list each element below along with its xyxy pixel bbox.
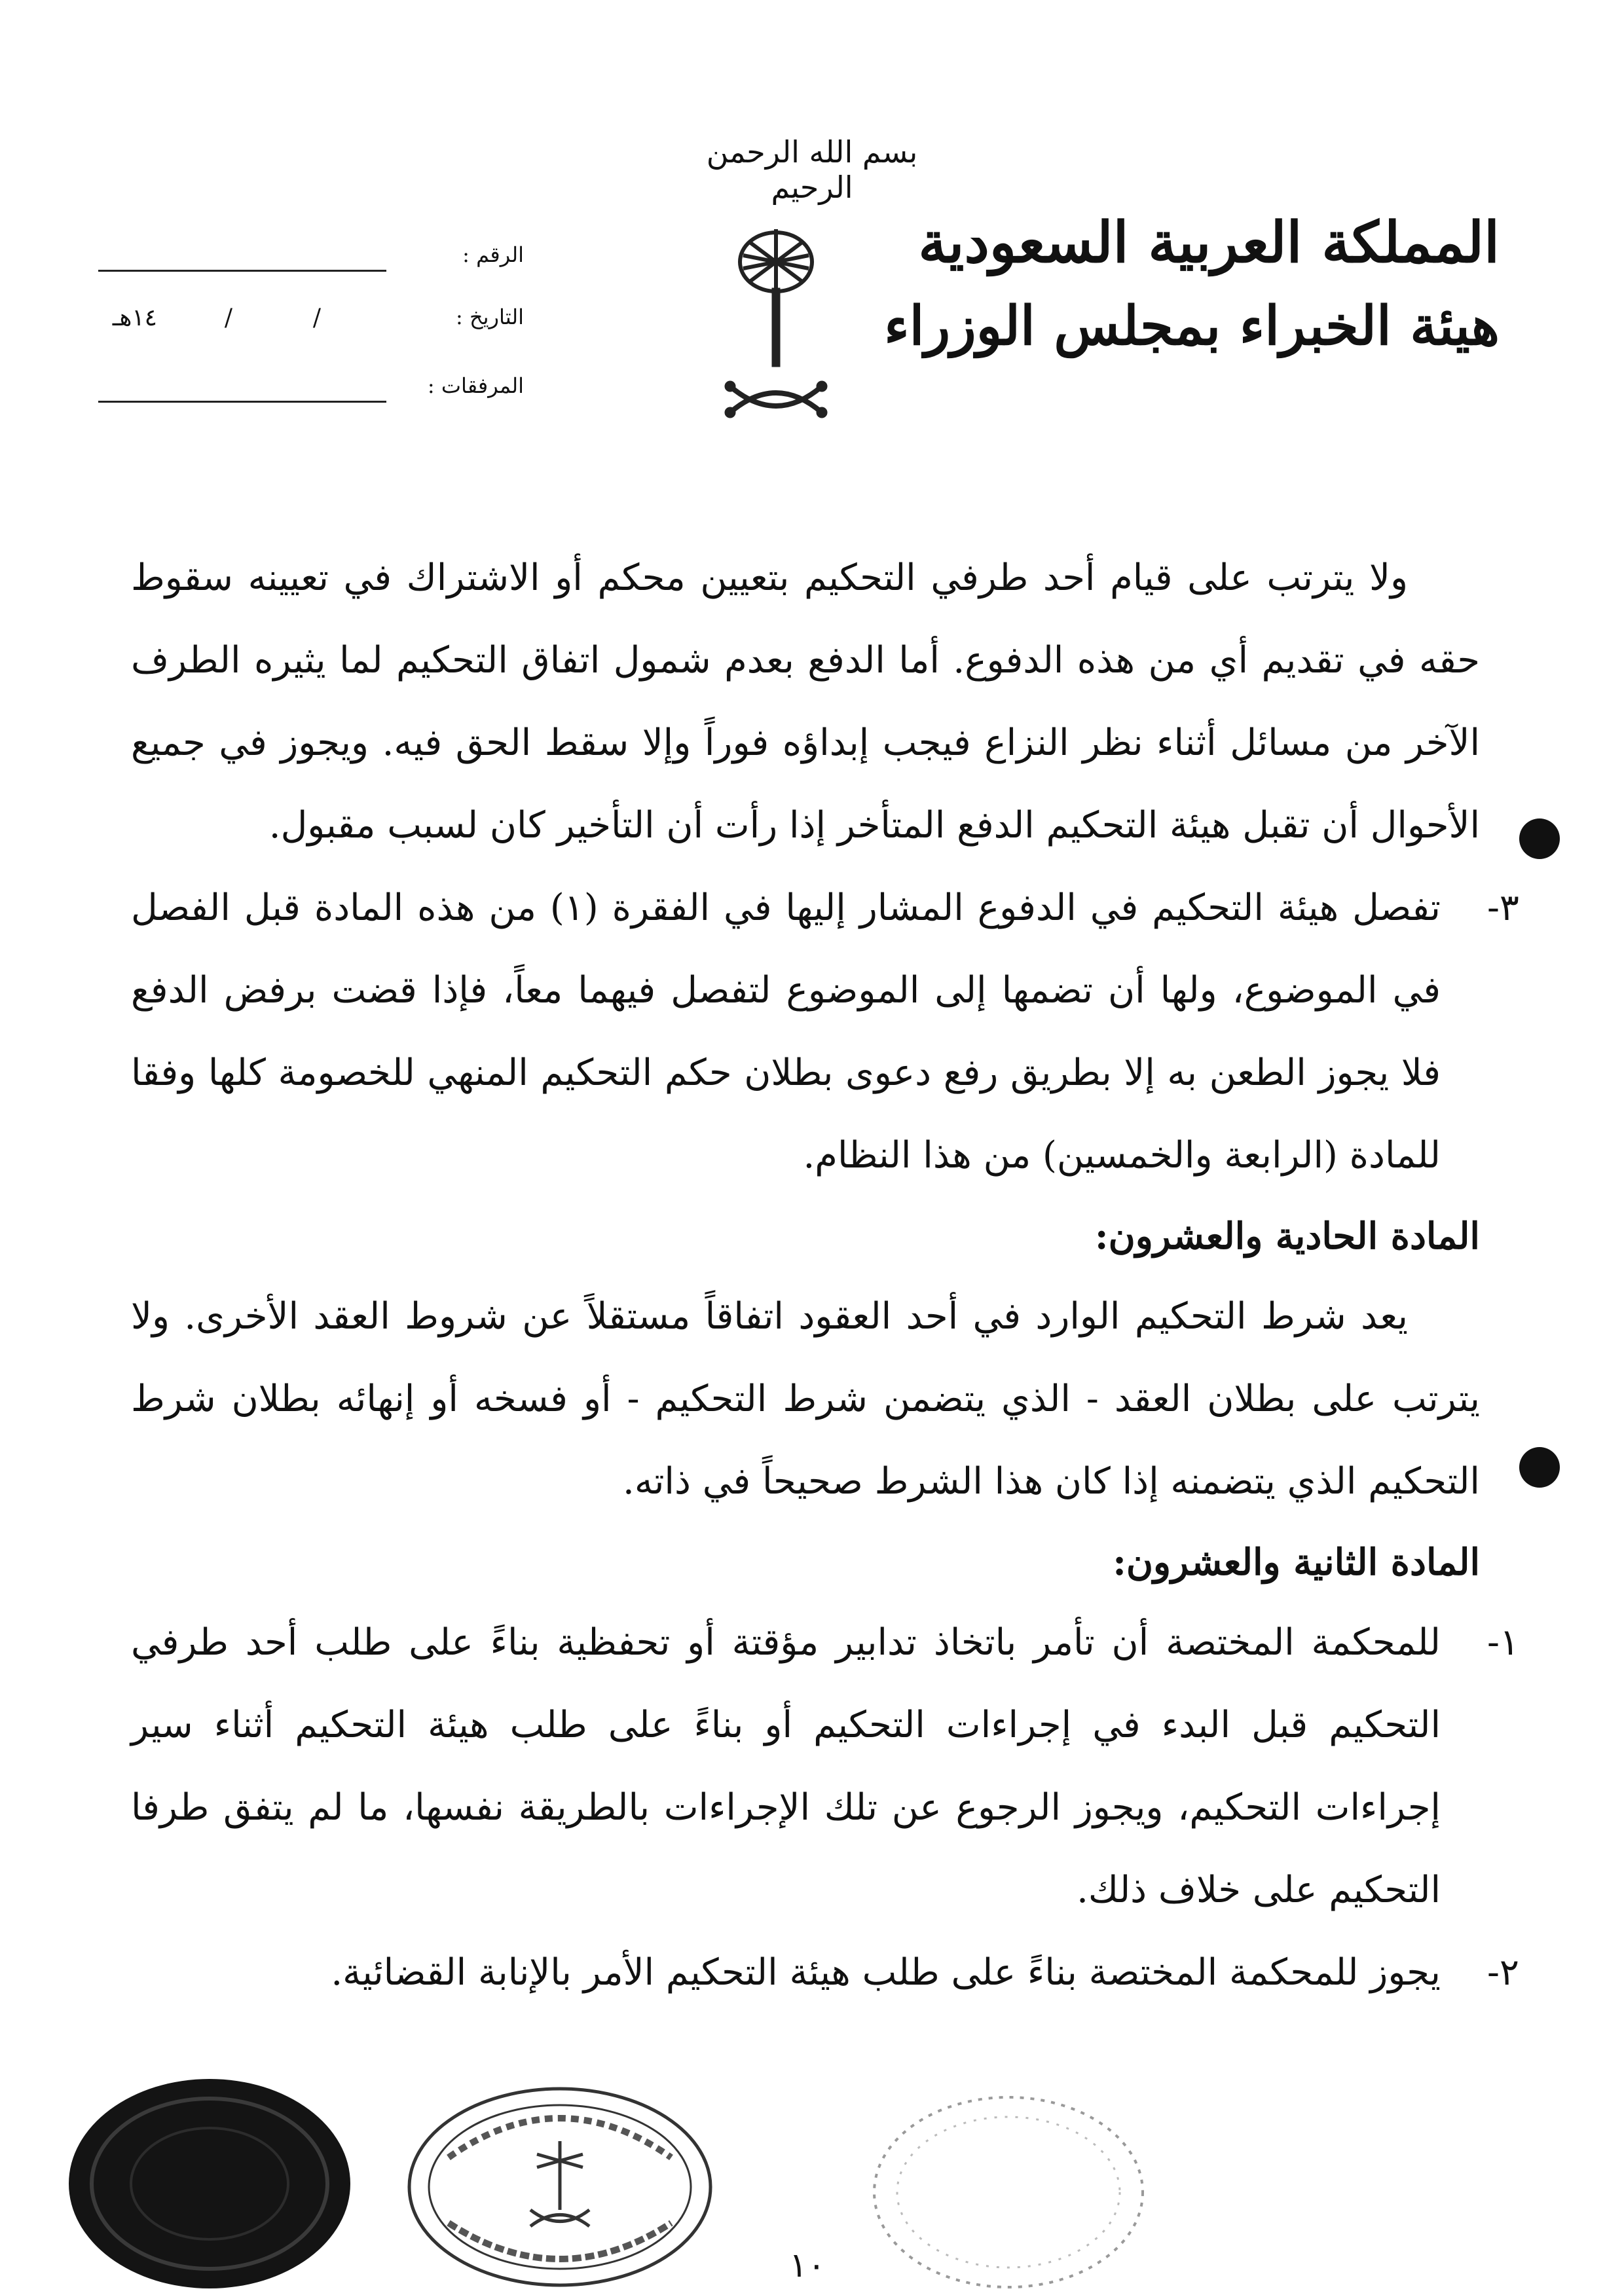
clause-3 xyxy=(131,867,1519,1197)
kingdom-name: المملكة العربية السعودية xyxy=(918,210,1500,276)
attachments-line xyxy=(98,401,386,403)
article-21-text: يعد شرط التحكيم الوارد في أحد العقود اتفاقاً مستقلاً عن شروط العقد الأخرى. ولا يترتب على بطلان العقد - الذي يتضمن شرط التحكيم - أو فسخه أو إنهائه بطلان شرط التحكيم الذي يتضمنه إذا كان هذا الشرط صحيحاً في ذاته. xyxy=(131,1295,1480,1503)
clause-3-number: ٣- xyxy=(1487,887,1519,929)
clause-2 xyxy=(131,1932,1519,2014)
saudi-palm-swords-emblem-icon xyxy=(710,216,841,445)
paragraph-1: ولا يترتب على قيام أحد طرفي التحكيم بتعيين محكم أو الاشتراك في تعيينه سقوط حقه في تقديم أي من هذه الدفوع. أما الدفع بعدم شمول اتفاق التحكيم لما يثيره الطرف الآخر من مسائل أثناء نظر النزاع فيجب إبداؤه فوراً وإلا سقط الحق فيه. ويجوز في جميع الأحوال أن تقبل هيئة التحكيم الدفع المتأخر إذا رأت أن التأخير كان لسبب مقبول. xyxy=(131,557,1480,847)
document-body xyxy=(131,537,1519,2014)
date-suffix: ١٤هـ xyxy=(112,304,157,331)
attachments-label: المرفقات : xyxy=(427,373,524,398)
reference-label: الرقم : xyxy=(462,242,524,267)
official-seal-dark-icon xyxy=(62,2072,357,2295)
date-slash-1: / xyxy=(312,304,321,331)
clause-2-text: يجوز للمحكمة المختصة بناءً على طلب هيئة التحكيم الأمر بالإنابة القضائية. xyxy=(331,1951,1441,1994)
clause-1-number: ١- xyxy=(1487,1621,1519,1664)
date-field xyxy=(98,298,524,344)
page-number: ١٠ xyxy=(789,2246,826,2285)
reference-line xyxy=(98,270,386,272)
article-22-heading: المادة الثانية والعشرون: xyxy=(1113,1541,1480,1584)
date-label: التاريخ : xyxy=(455,304,524,329)
attachments-field xyxy=(98,367,524,413)
basmala: بسم الله الرحمن الرحيم xyxy=(706,134,918,205)
clause-1 xyxy=(131,1602,1519,1932)
punch-hole-icon xyxy=(1519,818,1560,859)
date-slash-2: / xyxy=(224,304,232,331)
faint-seal-icon xyxy=(864,2089,1153,2295)
punch-hole-icon xyxy=(1519,1447,1560,1488)
experts-commission-seal-icon xyxy=(403,2079,717,2295)
clause-3-text: تفصل هيئة التحكيم في الدفوع المشار إليها في الفقرة (١) من هذه المادة قبل الفصل في الموضوع، ولها أن تضمها إلى الموضوع لتفصل فيهما معاً، فإذا قضت برفض الدفع فلا يجوز الطعن به إلا بطريق رفع دعوى بطلان حكم التحكيم المنهي للخصومة كلها وفقا للمادة (الرابعة والخمسين) من هذا النظام. xyxy=(131,887,1441,1177)
clause-1-text: للمحكمة المختصة أن تأمر باتخاذ تدابير مؤقتة أو تحفظية بناءً على طلب أحد طرفي التحكيم قبل البدء في إجراءات التحكيم أو بناءً على طلب هيئة التحكيم أثناء سير إجراءات التحكيم، ويجوز الرجوع عن تلك الإجراءات بالطريقة نفسها، ما لم يتفق طرفا التحكيم على خلاف ذلك. xyxy=(131,1621,1441,1911)
clause-2-number: ٢- xyxy=(1487,1951,1519,1994)
article-21-heading: المادة الحادية والعشرون: xyxy=(1094,1215,1480,1258)
authority-name: هيئة الخبراء بمجلس الوزراء xyxy=(884,295,1500,358)
reference-field xyxy=(98,236,524,282)
